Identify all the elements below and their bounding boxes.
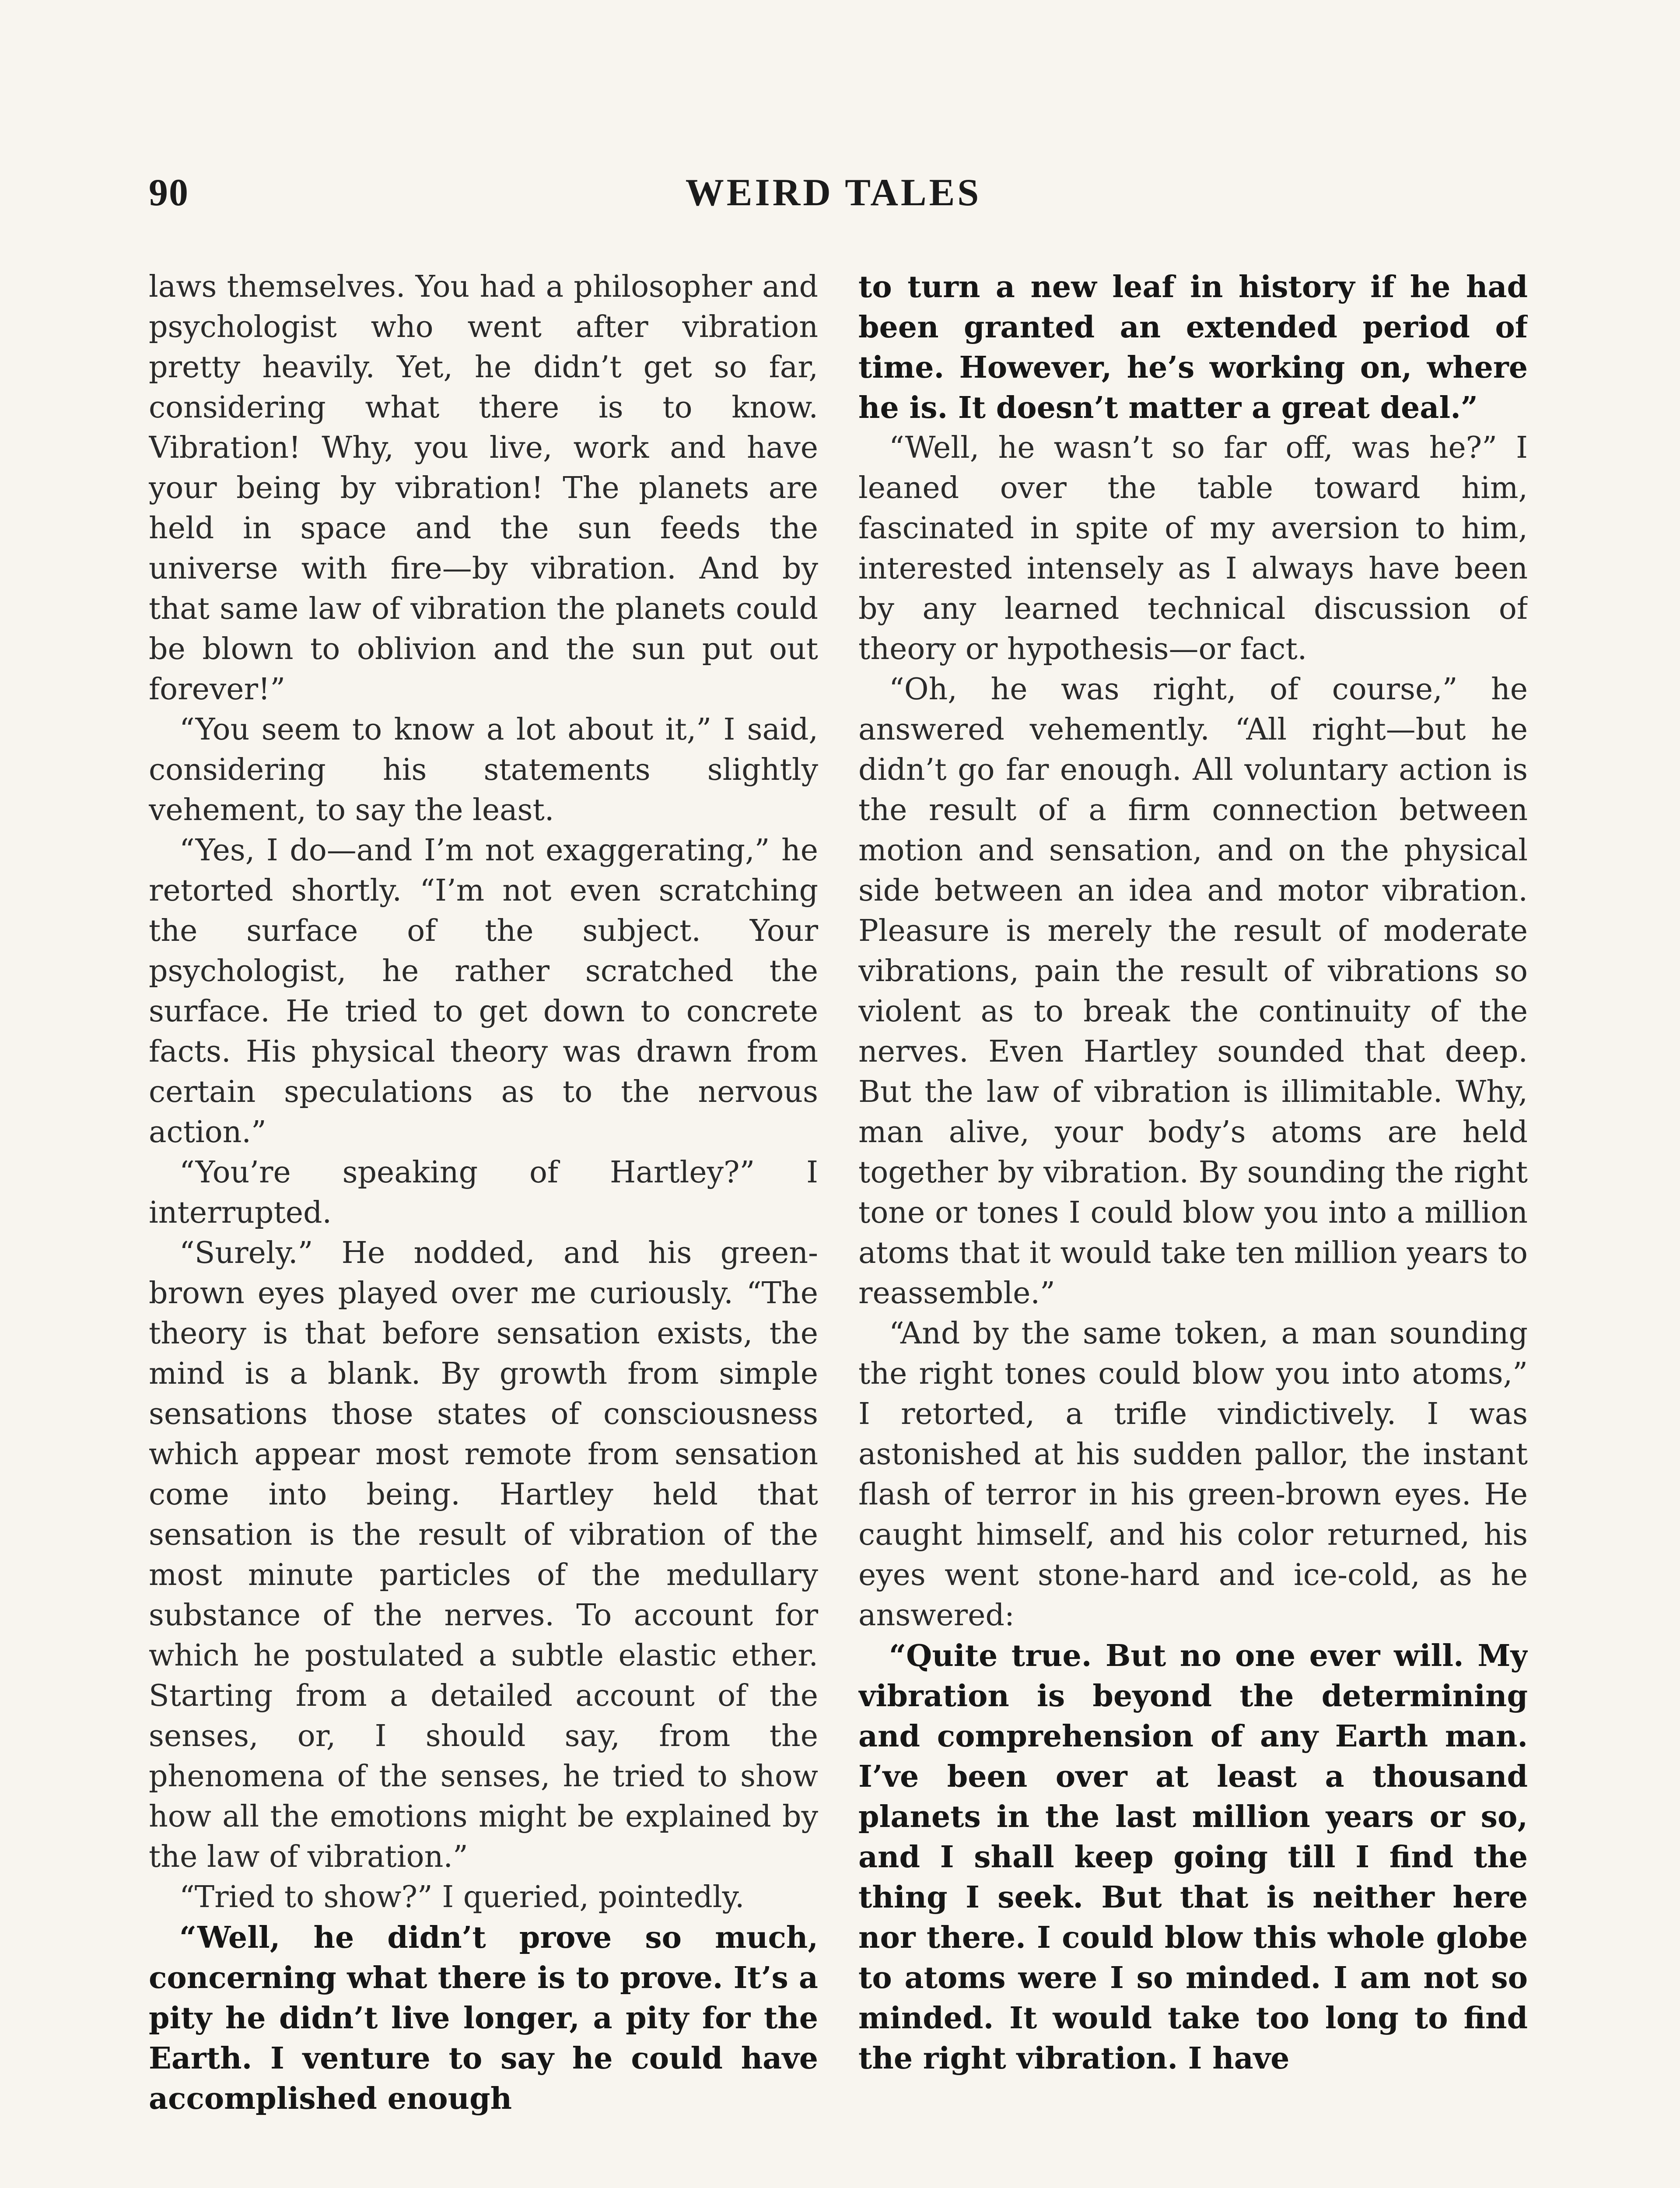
paragraph: to turn a new leaf in history if he had been granted an extended period of time. However, he’s working on, where he is. It doesn’t matter a great deal.” — [858, 270, 1528, 425]
left-text-column — [149, 267, 818, 2188]
paragraph: “Yes, I do—and I’m not exaggerating,” he retorted shortly. “I’m not even scratching the surface of the subject. Your psychologist, he rather scratched the surface. He tried to get down to concrete facts. His physical theory was drawn from certain speculations as to the nervous action.” — [149, 833, 818, 1150]
paragraph: “And by the same token, a man sounding the right tones could blow you into atoms,” I retorted, a trifle vindictively. I was astonished at his sudden pallor, the instant flash of terror in his green-brown eyes. He caught himself, and his color returned, his eyes went stone-hard and ice-cold, as he answered: — [858, 1316, 1528, 1633]
paragraph: “Well, he didn’t prove so much, concerning what there is to prove. It’s a pity he didn’t live longer, a pity for the Earth. I venture to say he could have accomplished enough — [149, 1920, 818, 2116]
paragraph: “Surely.” He nodded, and his green-brown eyes played over me curiously. “The theory is that before sensation exists, the mind is a blank. By growth from simple sensations those states of consciousness which appear most remote from sensation come into being. Hartley held that sensation is the result of vibration of the most minute particles of the medullary substance of the nerves. To account for which he postulated a subtle elastic ether. Starting from a detailed account of the senses, or, I should say, from the phenomena of the senses, he tried to show how all the emotions might be explained by the law of vibration.” — [149, 1236, 818, 1874]
page-number: 90 — [149, 172, 189, 214]
paragraph: laws themselves. You had a philosopher and psychologist who went after vibration pretty heavily. Yet, he didn’t get so far, considering what there is to know. Vibration! Why, you live, work and have your being by vibration! The planets are held in space and the sun feeds the universe with fire—by vibration. And by that same law of vibration the planets could be blown to oblivion and the sun put out forever!” — [149, 270, 818, 707]
paragraph: “Oh, he was right, of course,” he answered vehemently. “All right—but he didn’t go far enough. All voluntary action is the result of a firm connection between motion and sensation, and on the physical side between an idea and motor vibration. Pleasure is merely the result of moderate vibrations, pain the result of vibrations so violent as to break the continuity of the nerves. Even Hartley sounded that deep. But the law of vibration is illimitable. Why, man alive, your body’s atoms are held together by vibration. By sounding the right tone or tones I could blow you into a million atoms that it would take ten million years to reassemble.” — [858, 672, 1528, 1311]
paragraph: “You seem to know a lot about it,” I said, considering his statements slightly vehement, to say the least. — [149, 712, 818, 828]
paragraph: “Tried to show?” I queried, pointedly. — [179, 1880, 745, 1914]
paragraph: “Quite true. But no one ever will. My vibration is beyond the determining and comprehension of any Earth man. I’ve been over at least a thousand planets in the last million years or so, and I shall keep going till I find the thing I seek. But that is neither here nor there. I could blow this whole globe to atoms were I so minded. I am not so minded. It would take too long to find the right vibration. I have — [858, 1638, 1528, 2076]
running-head-title: WEIRD TALES — [685, 172, 982, 214]
paragraph: “Well, he wasn’t so far off, was he?” I leaned over the table toward him, fascinated in spite of my aversion to him, interested intensely as I always have been by any learned technical discussion of theory or hypothesis—or fact. — [858, 431, 1528, 666]
paragraph: “You’re speaking of Hartley?” I interrupted. — [149, 1155, 818, 1230]
right-text-column — [858, 267, 1528, 2188]
page-header — [149, 162, 1518, 232]
